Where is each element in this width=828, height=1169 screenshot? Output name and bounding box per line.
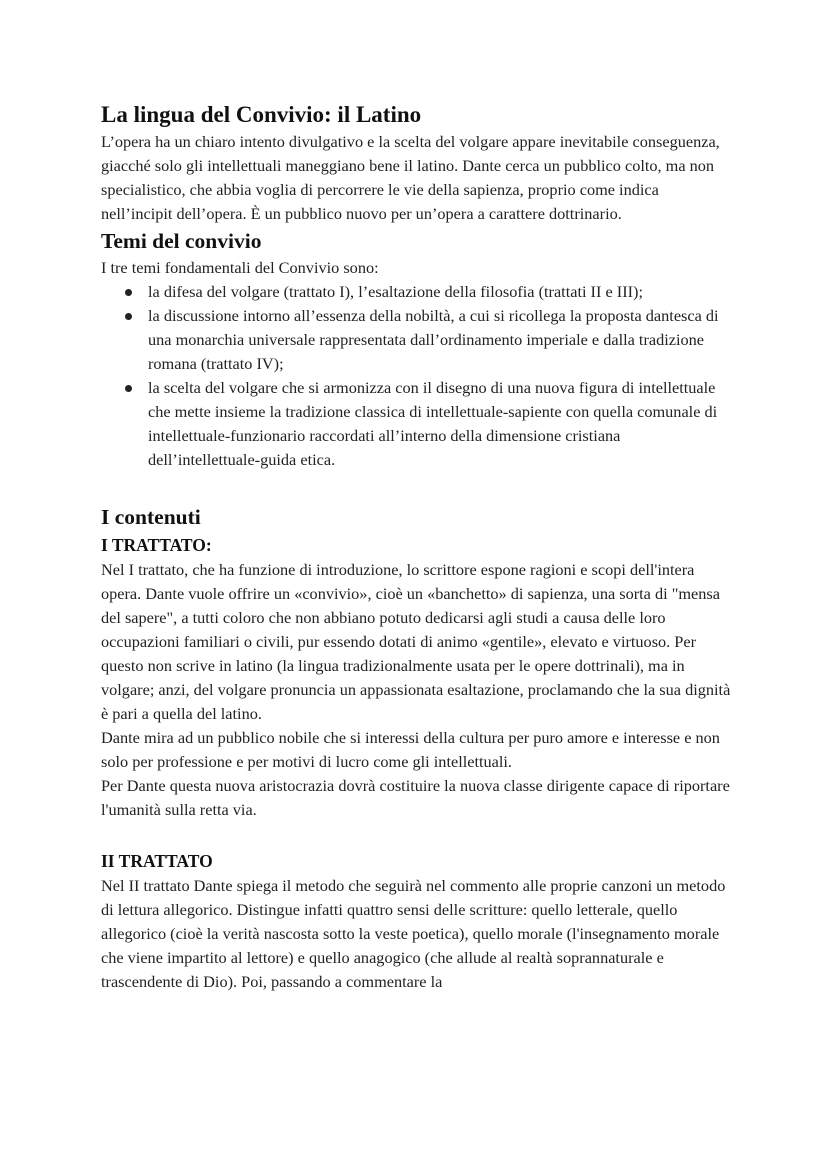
trattato-2-paragraph: Nel II trattato Dante spiega il metodo che seguirà nel commento alle proprie canzoni un metodo di lettura allegorico. Distingue infatti quattro sensi delle scritture: quello letterale, quello allegorico (cioè la verità nascosta sotto la veste poetica), quello morale (l'insegnamento morale che viene impartito al lettore) e quello anagogico (che allude al realtà soprannaturale e trascendente di Dio). Poi, passando a commentare la — [101, 876, 726, 991]
trattato-2-heading: II TRATTATO — [101, 851, 213, 871]
list-item — [101, 280, 731, 304]
section-title-lingua: La lingua del Convivio: il Latino — [101, 102, 422, 127]
list-item-text: la discussione intorno all’essenza della nobiltà, a cui si ricollega la proposta dantesca di una monarchia universale rappresentata dall’ordinamento imperiale e dalla tradizione romana (trattato IV); — [148, 306, 719, 373]
list-item — [101, 304, 731, 376]
list-item-text: la scelta del volgare che si armonizza con il disegno di una nuova figura di intellettuale che mette insieme la tradizione classica di intellettuale-sapiente con quella comunale di intellettuale-funzionario raccordati all’interno della dimensione cristiana dell’intellettuale-guida etica. — [148, 378, 718, 469]
bullet-icon — [125, 289, 132, 296]
document-page — [101, 100, 731, 994]
trattato-1-paragraph: Per Dante questa nuova aristocrazia dovrà costituire la nuova classe dirigente capace di riportare l'umanità sulla retta via. — [101, 776, 730, 819]
section-title-temi: Temi del convivio — [101, 229, 262, 253]
list-item-text: la difesa del volgare (trattato I), l’esaltazione della filosofia (trattati II e III); — [148, 282, 643, 301]
temi-list — [101, 280, 731, 472]
bullet-icon — [125, 313, 132, 320]
list-item — [101, 376, 731, 472]
trattato-1-paragraph: Nel I trattato, che ha funzione di introduzione, lo scrittore espone ragioni e scopi dell'intera opera. Dante vuole offrire un «convivio», cioè un «banchetto» di sapienza, una sorta di "mensa del sapere", a tutti coloro che non abbiano potuto dedicarsi agli studi a causa delle loro occupazioni familiari o civili, pur essendo dotati di animo «gentile», elevato e virtuoso. Per questo non scrive in latino (la lingua tradizionalmente usata per le opere dottrinali), ma in volgare; anzi, del volgare pronuncia un appassionata esaltazione, proclamando che la sua dignità è pari a quella del latino. — [101, 560, 731, 723]
temi-intro: I tre temi fondamentali del Convivio sono: — [101, 258, 379, 277]
section-title-contenuti: I contenuti — [101, 505, 201, 529]
trattato-1-paragraph: Dante mira ad un pubblico nobile che si interessi della cultura per puro amore e interesse e non solo per professione e per motivi di lucro come gli intellettuali. — [101, 728, 720, 771]
bullet-icon — [125, 385, 132, 392]
trattato-1-heading: I TRATTATO: — [101, 535, 212, 555]
paragraph-lingua: L’opera ha un chiaro intento divulgativo e la scelta del volgare appare inevitabile conseguenza, giacché solo gli intellettuali maneggiano bene il latino. Dante cerca un pubblico colto, ma non specialistico, che abbia voglia di percorrere le vie della sapienza, proprio come indica nell’incipit dell’opera. È un pubblico nuovo per un’opera a carattere dottrinario. — [101, 132, 720, 223]
